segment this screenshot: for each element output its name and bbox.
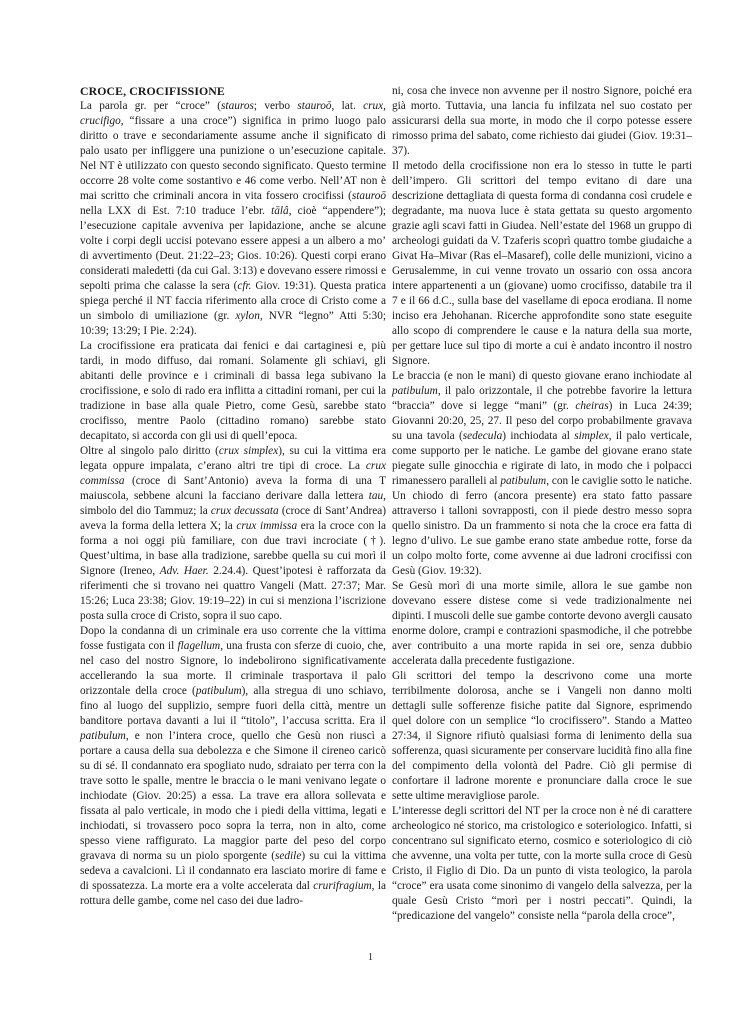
text-run: Le braccia (e non le mani) di questo giovane erano inchiodate al: [392, 370, 692, 382]
text-run: , simbolo del dio Tammuz; la: [80, 490, 386, 517]
italic-term: tau: [368, 490, 384, 502]
text-run: La crocifissione era praticata dai fenici e dai cartaginesi e, più tardi, in modo diffuso, dai romani. Solamente gli schiavi, gli abitanti delle province e i criminali di bassa lega subivano la crocifissione, e solo di rado era inflitta a cittadini romani, per cui la tradizione in base alla quale Pietro, come Gesù, sarebbe stato crocifisso, mentre Paolo (cittadino romano) sarebbe stato decapitato, si accorda con gli usi di quell’epoca.: [80, 340, 386, 442]
text-run: 2.24.4). Quest’ipotesi è rafforzata da riferimenti che si trovano nei quattro Vangeli (Matt. 27:37; Mar. 15:26; Luca 23:38; Giov. 19:19–22) in cui si menziona l’iscrizione posta sulla croce di Cristo, sopra il suo capo.: [80, 565, 386, 622]
italic-term: flagellum: [177, 640, 221, 652]
text-run: La parola gr. per “croce” (: [80, 100, 222, 112]
left-paragraphs: [80, 99, 386, 909]
italic-term: cfr.: [237, 280, 252, 292]
text-run: ), su cui la vittima era legata oppure impalata, c’erano altri tre tipi di croce. La: [80, 445, 387, 472]
paragraph: [392, 159, 692, 369]
text-run: , una frusta con sferze di cuoio, che, nel caso del nostro Signore, lo indebolirono significativamente accellerando la sua morte. Il criminale trasportava il palo orizzontale della croce (: [80, 640, 386, 697]
text-run: , la rottura delle gambe, come nel caso dei due ladro-: [80, 880, 386, 907]
paragraph: [392, 369, 692, 579]
text-run: Giov. 19:31). Questa pratica spiega perché il NT faccia riferimento alla croce di Cristo come a un simbolo di umiliazione (gr.: [80, 280, 386, 322]
text-run: , il palo orizzontale, il che potrebbe favorire la lettura “braccia” dove si legge “mani” (gr.: [392, 385, 692, 412]
paragraph: [80, 339, 386, 444]
italic-term: crux commissa: [80, 460, 386, 487]
right-column: [392, 84, 692, 924]
text-run: , con le caviglie sotto le natiche. Un chiodo di ferro (ancora presente) era stato fatto passare attraverso i talloni sovrapposti, con il piede destro messo sopra quello sinistro. Da un frammento si nota che la croce era fatta di legno d’ulivo. Le sue gambe erano state ambedue rotte, forse da un colpo molto forte, come avvenne ai due ladroni crocifissi con Gesù (Giov. 19:32).: [392, 475, 693, 577]
text-run: ) in Luca 24:39; Giovanni 20:20, 25, 27. Il peso del corpo probabilmente gravava su una tavola (: [392, 400, 692, 442]
text-run: Il metodo della crocifissione non era lo stesso in tutte le parti dell’impero. Gli scrittori del tempo evitano di dare una descrizione dettagliata di questa forma di condanna così crudele e degradante, ma nuova luce è stata gettata su questo argomento grazie agli scavi fatti in Giudea. Nell’estate del 1968 un gruppo di archeologi guidati da V. Tzaferis scoprì quattro tombe giudaiche a Givat Ha–Mivar (Ras el–Masaref), colle delle munizioni, vicino a Gerusalemme, in cui venne trovato un ossario con ossa ancora intere appartenenti a un (giovane) uomo crocifisso, databile tra il 7 e il 66 d.C., sulla base del vasellame di epoca erodiana. Il nome inciso era Jehohanan. Ricerche approfondite sono state eseguite allo scopo di comprendere le cause e la natura della sua morte, per gettare luce sul tipo di morte a cui è andato incontro il nostro Signore.: [392, 160, 692, 367]
text-run: (croce di Sant’Andrea) aveva la forma della lettera X; la: [80, 505, 387, 532]
right-paragraphs: [392, 84, 692, 924]
italic-term: tālâ: [271, 205, 289, 217]
text-run: Gli scrittori del tempo la descrivono come una morte terribilmente dolorosa, anche se i Vangeli non danno molti dettagli sulle sofferenze fisiche patite dal Signore, esprimendo quel dolore con un semplice “lo crocifissero”. Stando a Matteo 27:34, il Signore rifiutò qualsiasi forma di lenimento della sua sofferenza, quasi sicuramente per conservare lucidità fino alla fine del compimento della volontà del Padre. Ciò gli permise di confortare il ladrone morente e pronunciare dalla croce le sue sette ultime meravigliose parole.: [392, 670, 692, 802]
left-column: [80, 84, 386, 909]
text-run: Dopo la condanna di un criminale era uso corrente che la vittima fosse fustigata con il: [80, 625, 386, 652]
text-run: (croce di Sant’Antonio) aveva la forma di una T maiuscola, sebbene alcuni la facciano derivare dalla lettera: [80, 475, 386, 502]
paragraph: [80, 99, 386, 339]
text-run: , e non l’intera croce, quello che Gesù non riuscì a portare a causa della sua debolezza e che Simone il cireneo caricò su di sé. Il condannato era spogliato nudo, sdraiato per terra con la trave sotto le spalle, mentre le braccia o le mani venivano legate o inchiodate (Giov. 20:25) a essa. La trave era allora sollevata e fissata al palo verticale, in modo che i piedi della vittima, legati e inchiodati, si trovassero poco sopra la terra, non in alto, come spesso viene raffigurato. La maggior parte del peso del corpo gravava di norma su un piolo sporgente (: [80, 730, 386, 862]
text-run: , cioè “appendere”); l’esecuzione capitale avveniva per lapidazione, anche se alcune volte i corpi degli uccisi potevano essere appesi a un albero a mo’ di avvertimento (Deut. 21:22–23; Gios. 10:26). Questi corpi erano considerati maledetti (da cui Gal. 3:13) e dovevano essere rimossi e sepolti prima che calasse la sera (: [80, 205, 386, 292]
italic-term: Adv. Haer.: [159, 565, 209, 577]
text-run: Oltre al singolo palo diritto (: [80, 445, 219, 457]
text-run: ), alla stregua di uno schiavo, fino al luogo del supplizio, sempre fuori della città, mentre un banditore portava davanti a lui il “titolo”, l’accusa scritta. Era il: [80, 685, 386, 727]
entry-title: CROCE, CROCIFISSIONE: [80, 84, 225, 98]
text-run: nella LXX di Est. 7:10 traduce l’ebr.: [80, 205, 272, 217]
text-run: Se Gesù morì di una morte simile, allora le sue gambe non dovevano essere distese come si vede tradizionalmente nei dipinti. I muscoli delle sue gambe contorte devono avergli causato enorme dolore, crampi e contrazioni spasmodiche, il che potrebbe aver contribuito a una morte rapida in sei ore, senza dubbio accelerata dalla precedente fustigazione.: [392, 580, 692, 667]
italic-term: patibulum: [500, 475, 547, 487]
paragraph: [80, 444, 386, 624]
page-number: 1: [368, 952, 373, 963]
italic-term: cheiras: [575, 400, 609, 412]
text-run: ni, cosa che invece non avvenne per il nostro Signore, poiché era già morto. Tuttavia, una lancia fu infilzata nel suo costato per assicurarsi della sua morte, in modo che il corpo potesse essere rimosso prima del sabato, come richiesto dai giudei (Giov. 19:31–37).: [392, 85, 692, 157]
italic-term: simplex: [574, 430, 609, 442]
italic-term: stauroō: [351, 190, 386, 202]
text-run: , il palo verticale, come supporto per le natiche. Le gambe del giovane erano state piegate sulle ginocchia e rigirate di lato, in modo che i polpacci rimanessero paralleli al: [392, 430, 692, 487]
text-run: ) su cui la vittima sedeva a cavalcioni. Lì il condannato era lasciato morire di fame e di spossatezza. La morte era a volte accelerata dal: [80, 850, 386, 892]
text-run: ; verbo: [253, 100, 298, 112]
text-run: , “fissare a una croce”) significa in primo luogo palo diritto o trave e secondariamente assume anche il significato di palo usato per infliggere una punizione o un’esecuzione capitale. Nel NT è utilizzato con questo secondo significato. Questo termine occorre 28 volte come sostantivo e 46 come verbo. Nell’AT non è mai scritto che criminali ancora in vita fossero crocifissi (: [80, 115, 386, 202]
italic-term: crurifragium: [313, 880, 372, 892]
text-run: ) inchiodata al: [502, 430, 575, 442]
italic-term: patibulum: [80, 730, 126, 742]
text-run: , lat.: [331, 100, 364, 112]
italic-term: stauros: [221, 100, 254, 112]
paragraph: [392, 579, 692, 669]
italic-term: xylon: [235, 310, 260, 322]
italic-term: crux immissa: [236, 520, 298, 532]
italic-term: patibulum: [195, 685, 242, 697]
italic-term: stauroō: [297, 100, 332, 112]
italic-term: crux simplex: [218, 445, 279, 457]
paragraph: [392, 804, 692, 924]
paragraph: [80, 624, 386, 909]
italic-term: sedile: [274, 850, 302, 862]
italic-term: sedecula: [462, 430, 503, 442]
italic-term: crux, crucifigo: [80, 100, 387, 127]
italic-term: crux decussata: [210, 505, 279, 517]
paragraph: [392, 84, 692, 159]
text-run: L’interesse degli scrittori del NT per la croce non è né di carattere archeologico né storico, ma cristologico e soteriologico. Infatti, si concentrano sul significato eterno, cosmico e soteriologico di ciò che avvenne, una volta per tutte, con la morte sulla croce di Gesù Cristo, il Figlio di Dio. Da un punto di vista teologico, la parola “croce” era usata come sinonimo di vangelo della salvezza, per la quale Gesù Cristo “morì per i nostri peccati”. Quindi, la “predicazione del vangelo” consiste nella “parola della croce”,: [392, 805, 692, 922]
text-run: era la croce con la forma a noi oggi più familiare, con due travi incrociate (†). Quest’ultima, in base alla tradizione, sarebbe quella su cui morì il Signore (Ireneo,: [80, 520, 387, 577]
text-run: , NVR “legno” Atti 5:30; 10:39; 13:29; I Pie. 2:24).: [80, 310, 386, 337]
paragraph: [392, 669, 692, 804]
italic-term: patibulum: [392, 385, 438, 397]
